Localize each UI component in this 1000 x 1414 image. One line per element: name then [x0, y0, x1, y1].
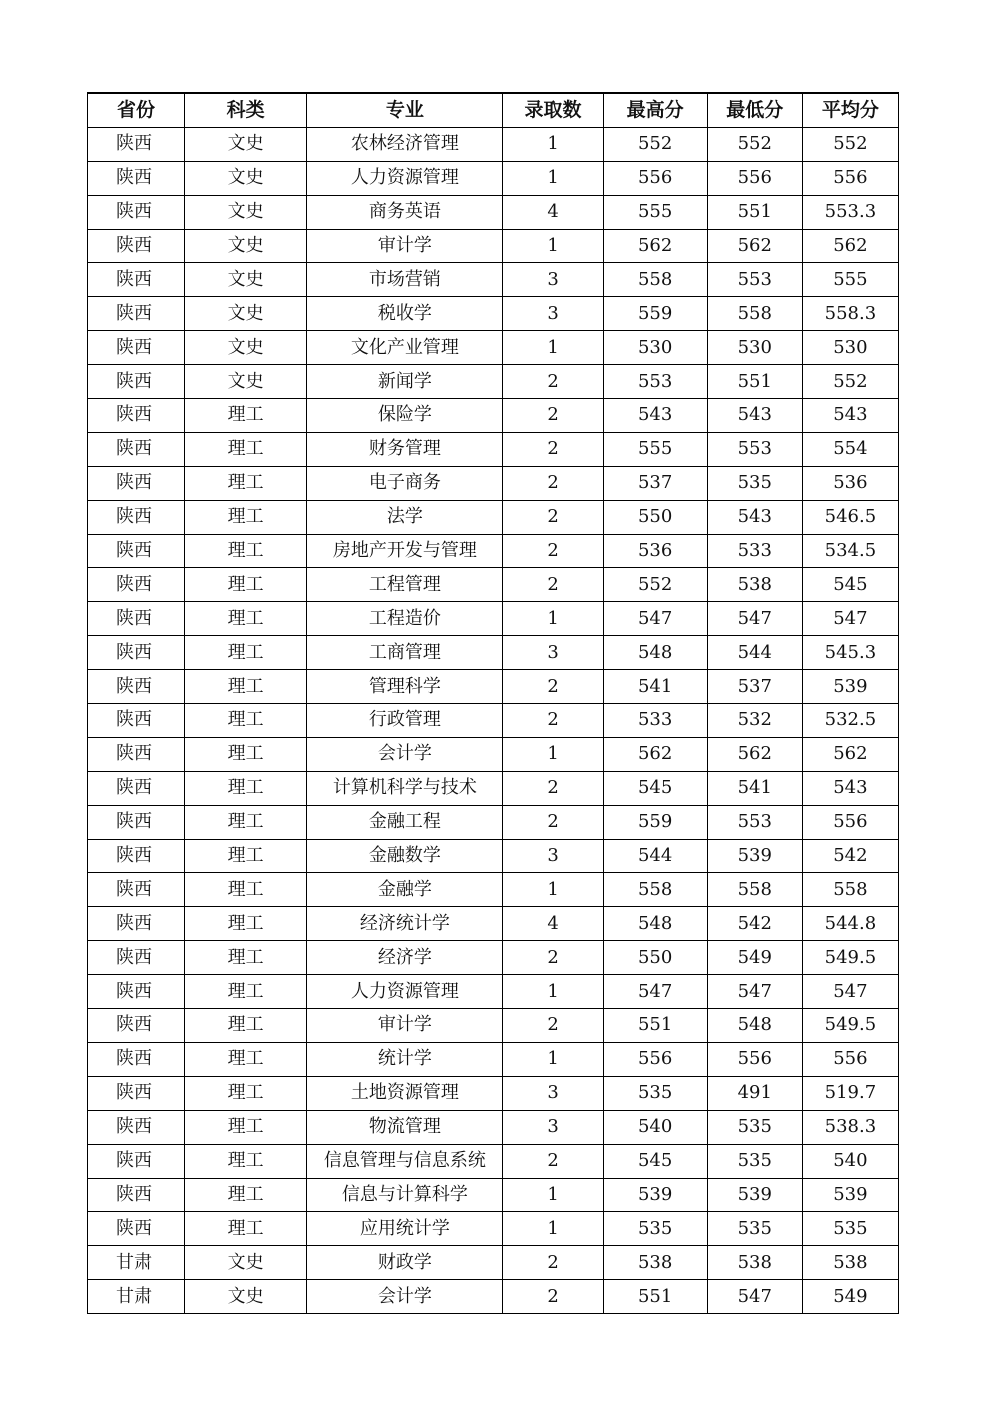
province-cell: 陕西 — [88, 771, 185, 805]
highest-score-cell: 533 — [603, 704, 707, 738]
province-cell: 陕西 — [88, 568, 185, 602]
highest-score-cell: 548 — [603, 907, 707, 941]
lowest-score-cell: 538 — [707, 568, 802, 602]
average-score-cell: 549 — [802, 1280, 898, 1314]
table-row — [88, 1042, 899, 1076]
lowest-score-cell: 549 — [707, 941, 802, 975]
highest-score-cell: 541 — [603, 670, 707, 704]
major-cell: 计算机科学与技术 — [307, 771, 503, 805]
highest-score-cell: 537 — [603, 466, 707, 500]
average-score-cell: 549.5 — [802, 941, 898, 975]
highest-score-cell: 552 — [603, 127, 707, 161]
average-score-cell: 532.5 — [802, 704, 898, 738]
table-body — [88, 127, 899, 1313]
admitted-count-cell: 2 — [503, 805, 603, 839]
average-score-cell: 554 — [802, 432, 898, 466]
province-cell: 陕西 — [88, 907, 185, 941]
category-cell: 理工 — [185, 432, 307, 466]
major-cell: 税收学 — [307, 297, 503, 331]
admitted-count-cell: 2 — [503, 704, 603, 738]
province-cell: 陕西 — [88, 466, 185, 500]
table-row — [88, 1076, 899, 1110]
highest-score-cell: 535 — [603, 1076, 707, 1110]
lowest-score-cell: 558 — [707, 873, 802, 907]
admitted-count-cell: 3 — [503, 297, 603, 331]
average-score-cell: 530 — [802, 331, 898, 365]
major-cell: 人力资源管理 — [307, 975, 503, 1009]
major-cell: 文化产业管理 — [307, 331, 503, 365]
category-cell: 理工 — [185, 602, 307, 636]
major-cell: 行政管理 — [307, 704, 503, 738]
table-row — [88, 670, 899, 704]
average-score-cell: 536 — [802, 466, 898, 500]
lowest-score-cell: 541 — [707, 771, 802, 805]
table-row — [88, 195, 899, 229]
province-cell: 陕西 — [88, 1076, 185, 1110]
category-cell: 理工 — [185, 466, 307, 500]
table-row — [88, 941, 899, 975]
category-cell: 理工 — [185, 907, 307, 941]
province-cell: 陕西 — [88, 432, 185, 466]
table-row — [88, 839, 899, 873]
admitted-count-cell: 2 — [503, 1246, 603, 1280]
category-cell: 理工 — [185, 399, 307, 433]
category-cell: 理工 — [185, 500, 307, 534]
major-cell: 会计学 — [307, 737, 503, 771]
lowest-score-cell: 532 — [707, 704, 802, 738]
average-score-cell: 547 — [802, 975, 898, 1009]
admitted-count-cell: 1 — [503, 737, 603, 771]
lowest-score-cell: 562 — [707, 229, 802, 263]
category-cell: 文史 — [185, 365, 307, 399]
average-score-cell: 539 — [802, 670, 898, 704]
major-cell: 工程管理 — [307, 568, 503, 602]
average-score-cell: 546.5 — [802, 500, 898, 534]
average-score-cell: 539 — [802, 1178, 898, 1212]
category-cell: 理工 — [185, 873, 307, 907]
table-row — [88, 1178, 899, 1212]
average-score-cell: 540 — [802, 1144, 898, 1178]
admitted-count-cell: 4 — [503, 907, 603, 941]
province-cell: 陕西 — [88, 195, 185, 229]
admitted-count-cell: 3 — [503, 1110, 603, 1144]
province-cell: 陕西 — [88, 263, 185, 297]
table-row — [88, 1280, 899, 1314]
province-cell: 陕西 — [88, 941, 185, 975]
table-row — [88, 127, 899, 161]
highest-score-cell: 558 — [603, 873, 707, 907]
admitted-count-cell: 2 — [503, 1280, 603, 1314]
admitted-count-cell: 1 — [503, 331, 603, 365]
average-score-cell: 558.3 — [802, 297, 898, 331]
major-cell: 物流管理 — [307, 1110, 503, 1144]
admissions-score-table — [87, 92, 899, 1314]
average-score-cell: 538.3 — [802, 1110, 898, 1144]
header-lowest-score: 最低分 — [707, 93, 802, 127]
header-category: 科类 — [185, 93, 307, 127]
province-cell: 陕西 — [88, 602, 185, 636]
lowest-score-cell: 558 — [707, 297, 802, 331]
lowest-score-cell: 530 — [707, 331, 802, 365]
table-row — [88, 500, 899, 534]
lowest-score-cell: 539 — [707, 1178, 802, 1212]
table-row — [88, 297, 899, 331]
major-cell: 法学 — [307, 500, 503, 534]
category-cell: 理工 — [185, 771, 307, 805]
admitted-count-cell: 1 — [503, 127, 603, 161]
major-cell: 经济统计学 — [307, 907, 503, 941]
admitted-count-cell: 2 — [503, 534, 603, 568]
average-score-cell: 562 — [802, 229, 898, 263]
category-cell: 文史 — [185, 229, 307, 263]
table-row — [88, 1110, 899, 1144]
table-row — [88, 229, 899, 263]
admitted-count-cell: 2 — [503, 399, 603, 433]
lowest-score-cell: 556 — [707, 161, 802, 195]
major-cell: 审计学 — [307, 229, 503, 263]
average-score-cell: 542 — [802, 839, 898, 873]
table-row — [88, 466, 899, 500]
lowest-score-cell: 537 — [707, 670, 802, 704]
header-major: 专业 — [307, 93, 503, 127]
major-cell: 保险学 — [307, 399, 503, 433]
province-cell: 陕西 — [88, 805, 185, 839]
major-cell: 应用统计学 — [307, 1212, 503, 1246]
province-cell: 甘肃 — [88, 1280, 185, 1314]
category-cell: 文史 — [185, 195, 307, 229]
average-score-cell: 543 — [802, 399, 898, 433]
average-score-cell: 534.5 — [802, 534, 898, 568]
lowest-score-cell: 556 — [707, 1042, 802, 1076]
category-cell: 理工 — [185, 839, 307, 873]
category-cell: 理工 — [185, 534, 307, 568]
admitted-count-cell: 1 — [503, 1212, 603, 1246]
table-row — [88, 1144, 899, 1178]
highest-score-cell: 558 — [603, 263, 707, 297]
major-cell: 房地产开发与管理 — [307, 534, 503, 568]
major-cell: 经济学 — [307, 941, 503, 975]
table-row — [88, 636, 899, 670]
admitted-count-cell: 3 — [503, 636, 603, 670]
category-cell: 理工 — [185, 1042, 307, 1076]
province-cell: 陕西 — [88, 704, 185, 738]
average-score-cell: 549.5 — [802, 1009, 898, 1043]
major-cell: 金融工程 — [307, 805, 503, 839]
table-row — [88, 907, 899, 941]
admitted-count-cell: 1 — [503, 1042, 603, 1076]
lowest-score-cell: 547 — [707, 975, 802, 1009]
table-row — [88, 602, 899, 636]
table-row — [88, 568, 899, 602]
lowest-score-cell: 551 — [707, 365, 802, 399]
table-row — [88, 873, 899, 907]
lowest-score-cell: 543 — [707, 399, 802, 433]
highest-score-cell: 530 — [603, 331, 707, 365]
category-cell: 文史 — [185, 127, 307, 161]
lowest-score-cell: 544 — [707, 636, 802, 670]
highest-score-cell: 544 — [603, 839, 707, 873]
major-cell: 新闻学 — [307, 365, 503, 399]
province-cell: 陕西 — [88, 297, 185, 331]
category-cell: 文史 — [185, 263, 307, 297]
lowest-score-cell: 542 — [707, 907, 802, 941]
admitted-count-cell: 3 — [503, 1076, 603, 1110]
highest-score-cell: 556 — [603, 161, 707, 195]
table-row — [88, 534, 899, 568]
highest-score-cell: 553 — [603, 365, 707, 399]
admitted-count-cell: 1 — [503, 975, 603, 1009]
province-cell: 陕西 — [88, 1144, 185, 1178]
admitted-count-cell: 3 — [503, 839, 603, 873]
major-cell: 金融学 — [307, 873, 503, 907]
average-score-cell: 562 — [802, 737, 898, 771]
major-cell: 工商管理 — [307, 636, 503, 670]
average-score-cell: 544.8 — [802, 907, 898, 941]
table-row — [88, 704, 899, 738]
province-cell: 陕西 — [88, 331, 185, 365]
highest-score-cell: 543 — [603, 399, 707, 433]
lowest-score-cell: 553 — [707, 263, 802, 297]
table-row — [88, 161, 899, 195]
admitted-count-cell: 1 — [503, 161, 603, 195]
lowest-score-cell: 548 — [707, 1009, 802, 1043]
lowest-score-cell: 562 — [707, 737, 802, 771]
major-cell: 管理科学 — [307, 670, 503, 704]
lowest-score-cell: 553 — [707, 805, 802, 839]
highest-score-cell: 550 — [603, 500, 707, 534]
category-cell: 理工 — [185, 1110, 307, 1144]
province-cell: 陕西 — [88, 1212, 185, 1246]
highest-score-cell: 562 — [603, 737, 707, 771]
average-score-cell: 552 — [802, 365, 898, 399]
province-cell: 陕西 — [88, 1110, 185, 1144]
major-cell: 市场营销 — [307, 263, 503, 297]
table-row — [88, 1246, 899, 1280]
highest-score-cell: 545 — [603, 1144, 707, 1178]
admitted-count-cell: 2 — [503, 670, 603, 704]
major-cell: 信息与计算科学 — [307, 1178, 503, 1212]
province-cell: 陕西 — [88, 975, 185, 1009]
lowest-score-cell: 547 — [707, 602, 802, 636]
major-cell: 财务管理 — [307, 432, 503, 466]
category-cell: 文史 — [185, 331, 307, 365]
lowest-score-cell: 547 — [707, 1280, 802, 1314]
category-cell: 理工 — [185, 737, 307, 771]
average-score-cell: 558 — [802, 873, 898, 907]
table-row — [88, 737, 899, 771]
province-cell: 陕西 — [88, 839, 185, 873]
highest-score-cell: 562 — [603, 229, 707, 263]
category-cell: 理工 — [185, 704, 307, 738]
major-cell: 人力资源管理 — [307, 161, 503, 195]
highest-score-cell: 559 — [603, 805, 707, 839]
average-score-cell: 519.7 — [802, 1076, 898, 1110]
category-cell: 理工 — [185, 1009, 307, 1043]
average-score-cell: 556 — [802, 161, 898, 195]
province-cell: 陕西 — [88, 534, 185, 568]
highest-score-cell: 538 — [603, 1246, 707, 1280]
admitted-count-cell: 2 — [503, 500, 603, 534]
province-cell: 陕西 — [88, 1178, 185, 1212]
highest-score-cell: 556 — [603, 1042, 707, 1076]
category-cell: 文史 — [185, 161, 307, 195]
average-score-cell: 543 — [802, 771, 898, 805]
province-cell: 陕西 — [88, 1042, 185, 1076]
province-cell: 陕西 — [88, 399, 185, 433]
lowest-score-cell: 535 — [707, 1144, 802, 1178]
lowest-score-cell: 535 — [707, 1110, 802, 1144]
lowest-score-cell: 535 — [707, 1212, 802, 1246]
highest-score-cell: 548 — [603, 636, 707, 670]
province-cell: 陕西 — [88, 670, 185, 704]
average-score-cell: 552 — [802, 127, 898, 161]
table-header-row — [88, 93, 899, 127]
province-cell: 陕西 — [88, 873, 185, 907]
average-score-cell: 556 — [802, 1042, 898, 1076]
average-score-cell: 545 — [802, 568, 898, 602]
admitted-count-cell: 2 — [503, 432, 603, 466]
table-row — [88, 975, 899, 1009]
major-cell: 工程造价 — [307, 602, 503, 636]
admitted-count-cell: 2 — [503, 771, 603, 805]
admitted-count-cell: 1 — [503, 873, 603, 907]
table-row — [88, 771, 899, 805]
highest-score-cell: 555 — [603, 195, 707, 229]
province-cell: 陕西 — [88, 636, 185, 670]
table-row — [88, 399, 899, 433]
major-cell: 金融数学 — [307, 839, 503, 873]
admitted-count-cell: 2 — [503, 568, 603, 602]
lowest-score-cell: 551 — [707, 195, 802, 229]
province-cell: 陕西 — [88, 500, 185, 534]
average-score-cell: 535 — [802, 1212, 898, 1246]
major-cell: 审计学 — [307, 1009, 503, 1043]
major-cell: 商务英语 — [307, 195, 503, 229]
province-cell: 陕西 — [88, 1009, 185, 1043]
lowest-score-cell: 491 — [707, 1076, 802, 1110]
admitted-count-cell: 4 — [503, 195, 603, 229]
average-score-cell: 545.3 — [802, 636, 898, 670]
lowest-score-cell: 552 — [707, 127, 802, 161]
major-cell: 会计学 — [307, 1280, 503, 1314]
header-highest-score: 最高分 — [603, 93, 707, 127]
highest-score-cell: 551 — [603, 1009, 707, 1043]
highest-score-cell: 540 — [603, 1110, 707, 1144]
table-row — [88, 1009, 899, 1043]
highest-score-cell: 551 — [603, 1280, 707, 1314]
category-cell: 理工 — [185, 1212, 307, 1246]
category-cell: 理工 — [185, 941, 307, 975]
table-row — [88, 331, 899, 365]
category-cell: 文史 — [185, 1246, 307, 1280]
highest-score-cell: 535 — [603, 1212, 707, 1246]
category-cell: 理工 — [185, 636, 307, 670]
category-cell: 理工 — [185, 1178, 307, 1212]
average-score-cell: 538 — [802, 1246, 898, 1280]
highest-score-cell: 539 — [603, 1178, 707, 1212]
table-row — [88, 365, 899, 399]
admitted-count-cell: 2 — [503, 1009, 603, 1043]
average-score-cell: 555 — [802, 263, 898, 297]
category-cell: 文史 — [185, 1280, 307, 1314]
category-cell: 理工 — [185, 1144, 307, 1178]
category-cell: 理工 — [185, 975, 307, 1009]
major-cell: 土地资源管理 — [307, 1076, 503, 1110]
table-row — [88, 263, 899, 297]
category-cell: 理工 — [185, 805, 307, 839]
table-row — [88, 1212, 899, 1246]
header-average-score: 平均分 — [802, 93, 898, 127]
average-score-cell: 547 — [802, 602, 898, 636]
major-cell: 电子商务 — [307, 466, 503, 500]
lowest-score-cell: 553 — [707, 432, 802, 466]
table-row — [88, 805, 899, 839]
admitted-count-cell: 1 — [503, 602, 603, 636]
major-cell: 统计学 — [307, 1042, 503, 1076]
admitted-count-cell: 2 — [503, 466, 603, 500]
lowest-score-cell: 538 — [707, 1246, 802, 1280]
category-cell: 理工 — [185, 568, 307, 602]
admitted-count-cell: 3 — [503, 263, 603, 297]
province-cell: 陕西 — [88, 161, 185, 195]
category-cell: 理工 — [185, 670, 307, 704]
header-admitted-count: 录取数 — [503, 93, 603, 127]
major-cell: 财政学 — [307, 1246, 503, 1280]
province-cell: 陕西 — [88, 365, 185, 399]
admitted-count-cell: 2 — [503, 1144, 603, 1178]
table-row — [88, 432, 899, 466]
admitted-count-cell: 1 — [503, 1178, 603, 1212]
lowest-score-cell: 543 — [707, 500, 802, 534]
highest-score-cell: 547 — [603, 602, 707, 636]
province-cell: 甘肃 — [88, 1246, 185, 1280]
admitted-count-cell: 2 — [503, 365, 603, 399]
lowest-score-cell: 539 — [707, 839, 802, 873]
highest-score-cell: 545 — [603, 771, 707, 805]
major-cell: 农林经济管理 — [307, 127, 503, 161]
admitted-count-cell: 2 — [503, 941, 603, 975]
highest-score-cell: 547 — [603, 975, 707, 1009]
category-cell: 理工 — [185, 1076, 307, 1110]
average-score-cell: 553.3 — [802, 195, 898, 229]
header-province: 省份 — [88, 93, 185, 127]
highest-score-cell: 555 — [603, 432, 707, 466]
province-cell: 陕西 — [88, 229, 185, 263]
province-cell: 陕西 — [88, 127, 185, 161]
lowest-score-cell: 533 — [707, 534, 802, 568]
province-cell: 陕西 — [88, 737, 185, 771]
highest-score-cell: 550 — [603, 941, 707, 975]
highest-score-cell: 536 — [603, 534, 707, 568]
major-cell: 信息管理与信息系统 — [307, 1144, 503, 1178]
highest-score-cell: 559 — [603, 297, 707, 331]
lowest-score-cell: 535 — [707, 466, 802, 500]
highest-score-cell: 552 — [603, 568, 707, 602]
admitted-count-cell: 1 — [503, 229, 603, 263]
average-score-cell: 556 — [802, 805, 898, 839]
category-cell: 文史 — [185, 297, 307, 331]
